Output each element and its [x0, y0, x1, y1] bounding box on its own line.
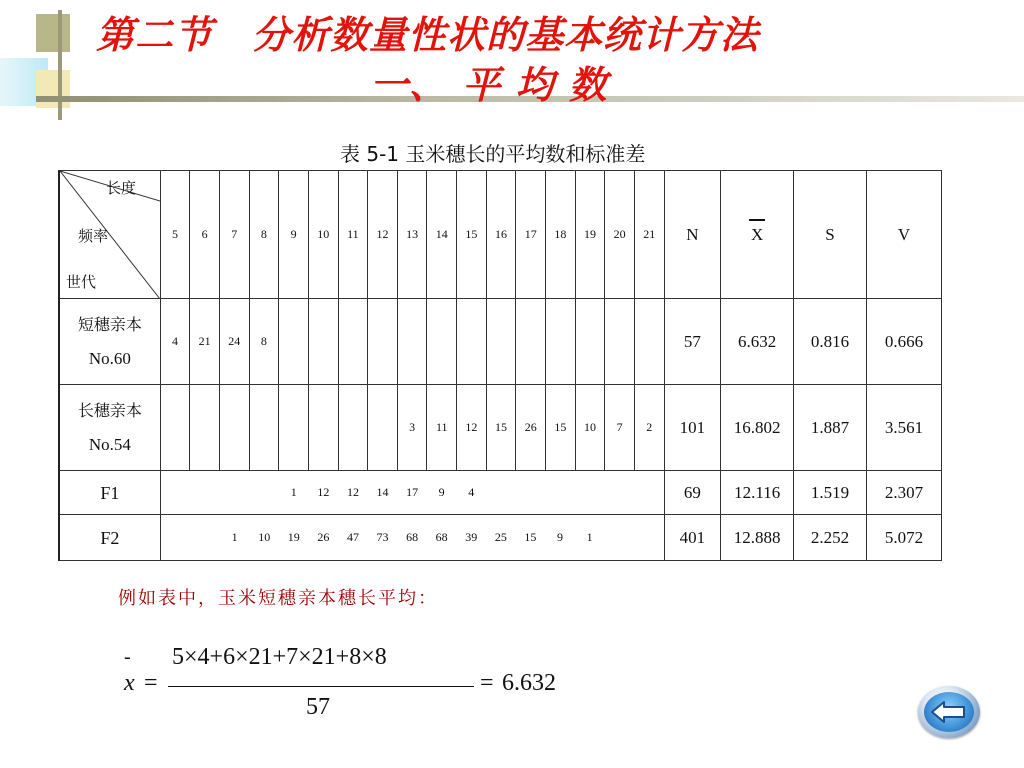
frequency-cell — [338, 385, 368, 471]
table-row — [59, 299, 942, 385]
header-v: V — [866, 171, 941, 299]
row-label-line1: F2 — [100, 527, 120, 548]
frequency-value: 17 — [406, 485, 419, 499]
decor-square-olive — [36, 14, 70, 52]
frequency-cell — [279, 385, 309, 471]
length-header: 5 — [160, 171, 190, 299]
stat-v: 2.307 — [866, 471, 941, 515]
stat-n: 101 — [664, 385, 721, 471]
frequency-value: 1 — [586, 530, 593, 544]
corner-diagonal-cell — [59, 171, 160, 299]
length-header: 11 — [338, 171, 368, 299]
frequency-value: 68 — [406, 530, 419, 544]
stat-mean: 12.888 — [721, 515, 794, 561]
frequency-cell — [279, 299, 309, 385]
table-header-row — [59, 171, 942, 299]
frequency-cell — [634, 299, 664, 385]
table-row — [59, 385, 942, 471]
row-label-line2: No.54 — [88, 434, 131, 454]
length-header: 16 — [486, 171, 516, 299]
length-header: 10 — [308, 171, 338, 299]
stat-s: 2.252 — [794, 515, 867, 561]
frequency-cell: 7 — [605, 385, 635, 471]
stat-n: 401 — [664, 515, 721, 561]
row-label — [59, 299, 160, 385]
frequency-cell: 21 — [190, 299, 220, 385]
frequency-cell — [397, 299, 427, 385]
table-caption: 表 5-1 玉米穗长的平均数和标准差 — [340, 142, 646, 166]
frequency-cell — [338, 299, 368, 385]
mean-symbol: X — [751, 224, 764, 244]
frequency-value: 9 — [556, 530, 563, 544]
decor-square-yellow — [36, 70, 70, 108]
frequency-cell — [575, 299, 605, 385]
frequency-cell: 3 — [397, 385, 427, 471]
row-label — [59, 385, 160, 471]
frequency-merged-cell — [160, 515, 664, 561]
corner-label-length: 长度 — [106, 179, 137, 197]
formula-denominator: 57 — [306, 694, 330, 720]
back-button[interactable] — [918, 686, 980, 738]
frequency-cell — [368, 385, 398, 471]
stat-s: 0.816 — [794, 299, 867, 385]
length-header: 18 — [546, 171, 576, 299]
corner-label-frequency: 频率 — [78, 227, 109, 245]
stat-n: 69 — [664, 471, 721, 515]
frequency-cell: 4 — [160, 299, 190, 385]
back-arrow-icon — [930, 699, 968, 725]
frequency-value: 9 — [438, 485, 445, 499]
formula-bar-symbol: - — [124, 646, 131, 668]
length-header: 17 — [516, 171, 546, 299]
frequency-cell: 12 — [457, 385, 487, 471]
frequency-cell: 2 — [634, 385, 664, 471]
row-label-line1: F1 — [100, 482, 120, 503]
corner-label-generation: 世代 — [66, 273, 97, 291]
row-label — [59, 515, 160, 561]
frequency-value: 12 — [317, 485, 330, 499]
frequency-value: 73 — [376, 530, 389, 544]
slide-title: 第二节 分析数量性状的基本统计方法 — [96, 13, 760, 57]
formula-variable: x — [124, 670, 135, 696]
length-header: 21 — [634, 171, 664, 299]
stat-v: 3.561 — [866, 385, 941, 471]
stat-mean: 16.802 — [721, 385, 794, 471]
stat-v: 0.666 — [866, 299, 941, 385]
length-header: 9 — [279, 171, 309, 299]
frequency-cell — [427, 299, 457, 385]
frequency-value: 26 — [317, 530, 330, 544]
frequency-value: 47 — [346, 530, 359, 544]
row-label-line2: No.60 — [88, 348, 131, 368]
frequency-cell — [516, 299, 546, 385]
frequency-value: 12 — [346, 485, 359, 499]
frequency-value: 4 — [468, 485, 475, 499]
length-header: 6 — [190, 171, 220, 299]
frequency-cell — [160, 385, 190, 471]
stat-mean: 12.116 — [721, 471, 794, 515]
frequency-merged-cell — [160, 471, 664, 515]
length-header: 19 — [575, 171, 605, 299]
frequency-cell — [219, 385, 249, 471]
stat-s: 1.519 — [794, 471, 867, 515]
table-row — [59, 515, 942, 561]
frequency-value: 1 — [231, 530, 238, 544]
frequency-cell: 24 — [219, 299, 249, 385]
frequency-line — [161, 471, 664, 514]
frequency-cell — [249, 385, 279, 471]
length-header: 8 — [249, 171, 279, 299]
formula-numerator: 5×4+6×21+7×21+8×8 — [172, 644, 387, 670]
frequency-value: 14 — [376, 485, 389, 499]
frequency-value: 10 — [258, 530, 271, 544]
frequency-cell — [308, 385, 338, 471]
frequency-value: 39 — [465, 530, 478, 544]
frequency-value: 19 — [287, 530, 300, 544]
stat-s: 1.887 — [794, 385, 867, 471]
frequency-cell — [486, 299, 516, 385]
frequency-cell — [308, 299, 338, 385]
frequency-value: 1 — [290, 485, 297, 499]
frequency-cell: 15 — [546, 385, 576, 471]
frequency-value: 15 — [524, 530, 537, 544]
example-text: 例如表中，玉米短穗亲本穗长平均： — [118, 588, 438, 609]
frequency-cell: 8 — [249, 299, 279, 385]
row-label-line1: 短穗亲本 — [77, 314, 142, 334]
length-header: 13 — [397, 171, 427, 299]
header-mean — [721, 171, 794, 299]
stat-mean: 6.632 — [721, 299, 794, 385]
frequency-cell — [457, 299, 487, 385]
frequency-cell — [605, 299, 635, 385]
stat-n: 57 — [664, 299, 721, 385]
frequency-cell: 10 — [575, 385, 605, 471]
length-header: 14 — [427, 171, 457, 299]
header-n: N — [664, 171, 721, 299]
row-label-line1: 长穗亲本 — [77, 400, 142, 420]
row-label — [59, 471, 160, 515]
stat-v: 5.072 — [866, 515, 941, 561]
mean-formula — [118, 640, 588, 720]
frequency-cell: 26 — [516, 385, 546, 471]
frequency-cell — [190, 385, 220, 471]
slide-subtitle: 一、 平 均 数 — [370, 63, 608, 107]
length-header: 12 — [368, 171, 398, 299]
frequency-value: 68 — [435, 530, 448, 544]
frequency-cell — [546, 299, 576, 385]
length-header: 20 — [605, 171, 635, 299]
frequency-cell: 15 — [486, 385, 516, 471]
header-s: S — [794, 171, 867, 299]
formula-equals-2: = — [480, 670, 494, 696]
frequency-cell — [368, 299, 398, 385]
data-table — [58, 170, 942, 560]
decor-vertical-line — [58, 10, 62, 120]
length-header: 7 — [219, 171, 249, 299]
frequency-line — [161, 515, 664, 560]
formula-equals-1: = — [144, 670, 158, 696]
table-row — [59, 471, 942, 515]
frequency-value: 25 — [494, 530, 507, 544]
fraction-bar — [168, 686, 474, 687]
frequency-cell: 11 — [427, 385, 457, 471]
formula-result: 6.632 — [502, 670, 556, 696]
length-header: 15 — [457, 171, 487, 299]
